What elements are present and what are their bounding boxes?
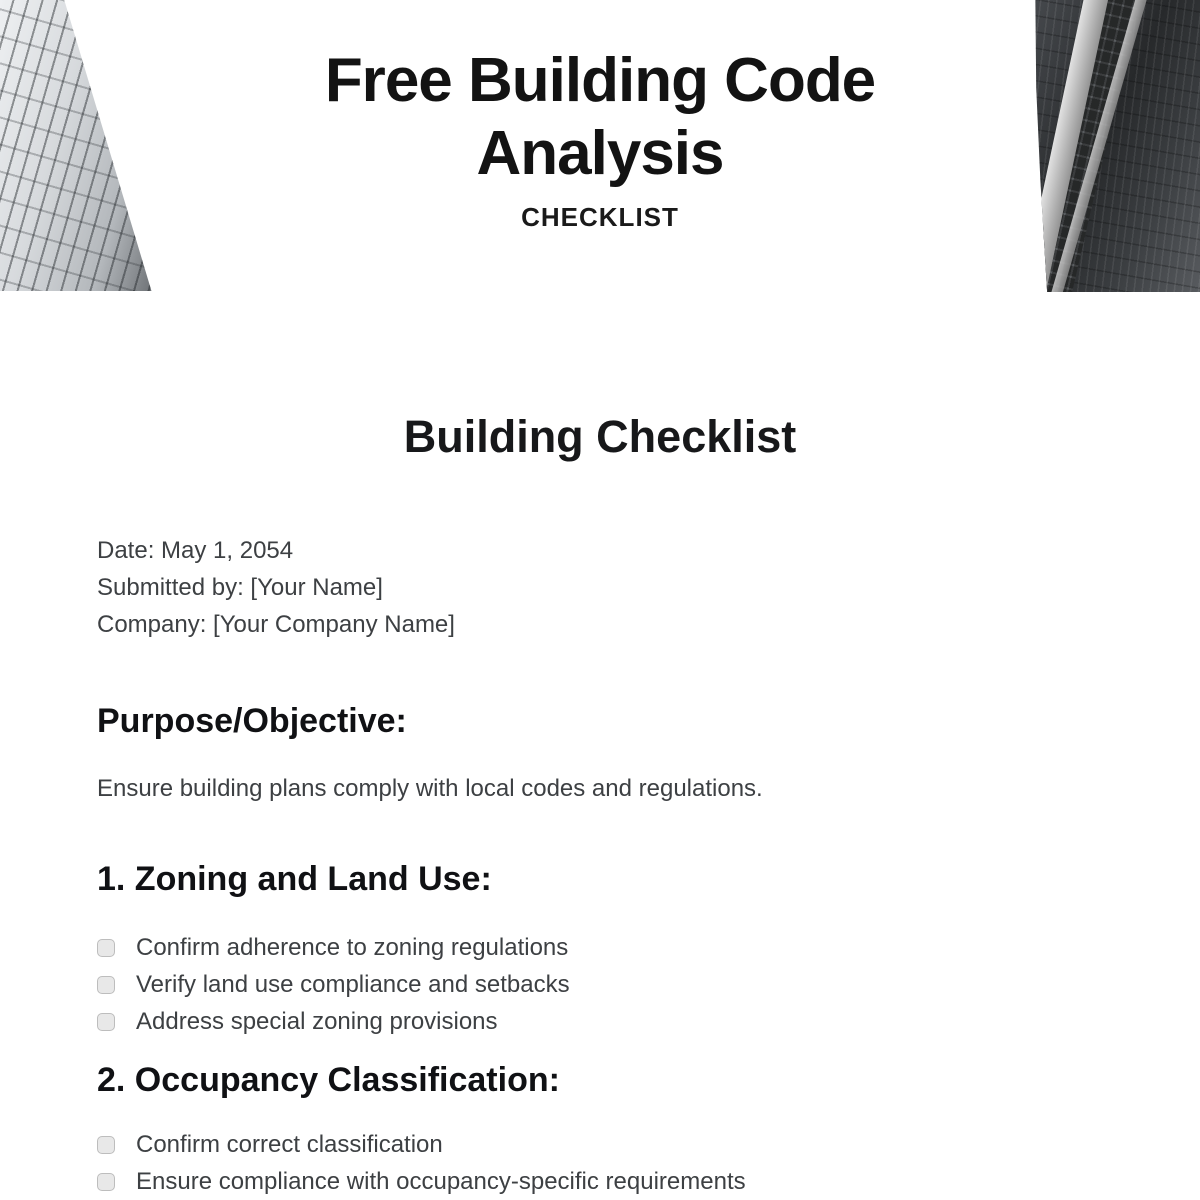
zoning-checklist	[97, 929, 1103, 1040]
checklist-item	[97, 929, 1103, 966]
checklist-item	[97, 966, 1103, 1003]
checklist-item-label: Confirm adherence to zoning regulations	[136, 933, 569, 961]
checklist-item	[97, 1003, 1103, 1040]
checklist-item-label: Confirm correct classification	[136, 1130, 443, 1158]
checklist-item-label: Ensure compliance with occupancy-specific requirements	[136, 1167, 746, 1195]
checklist-item-label: Address special zoning provisions	[136, 1007, 498, 1035]
checkbox[interactable]	[97, 1136, 115, 1154]
checkbox[interactable]	[97, 976, 115, 994]
section-heading-occupancy: 2. Occupancy Classification:	[97, 1061, 560, 1099]
section-heading-zoning: 1. Zoning and Land Use:	[97, 860, 492, 898]
page-title-line1: Free Building Code	[324, 46, 876, 115]
document-meta	[97, 532, 1103, 643]
page-title	[97, 0, 1103, 190]
checkbox[interactable]	[97, 939, 115, 957]
meta-line-company: Company: [Your Company Name]	[97, 611, 455, 638]
occupancy-checklist	[97, 1126, 1103, 1200]
checkbox[interactable]	[97, 1013, 115, 1031]
page-subtitle: CHECKLIST	[521, 202, 679, 232]
checklist-item-label: Verify land use compliance and setbacks	[136, 970, 570, 998]
checklist-item	[97, 1163, 1103, 1200]
section-heading-purpose: Purpose/Objective:	[97, 702, 407, 740]
checkbox[interactable]	[97, 1173, 115, 1191]
checklist-item	[97, 1126, 1103, 1163]
purpose-text: Ensure building plans comply with local codes and regulations.	[97, 775, 763, 802]
page-title-line2: Analysis	[476, 119, 724, 188]
document-title: Building Checklist	[403, 411, 797, 462]
meta-line-date: Date: May 1, 2054	[97, 537, 294, 564]
meta-line-submitted-by: Submitted by: [Your Name]	[97, 574, 383, 601]
